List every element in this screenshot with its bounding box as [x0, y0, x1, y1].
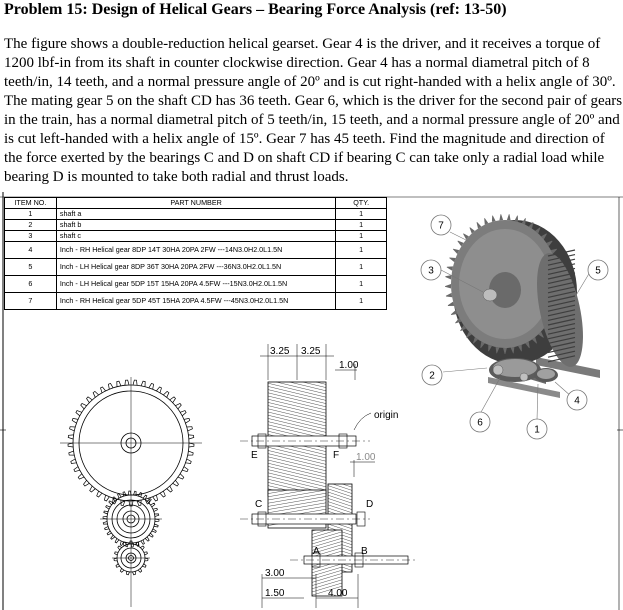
- balloon-label: 6: [477, 417, 483, 429]
- bom-item: 7: [5, 293, 57, 310]
- bom-row: [5, 293, 387, 310]
- bom-part: Inch - LH Helical gear 5DP 15T 15HA 20PA 4.5FW ---15N3.0H2.0L1.5N: [56, 276, 335, 293]
- bom-row: [5, 220, 387, 231]
- label-b: B: [361, 546, 368, 557]
- bom-header-part: PART NUMBER: [56, 198, 335, 209]
- balloon-label: 2: [429, 370, 435, 382]
- bom-item: 4: [5, 242, 57, 259]
- bom-qty: 1: [336, 259, 387, 276]
- balloon-label: 7: [438, 220, 444, 232]
- bom-part: shaft c: [56, 231, 335, 242]
- dim-bottom-ab: 3.00: [265, 568, 285, 579]
- bom-part: shaft b: [56, 220, 335, 231]
- bom-qty: 1: [336, 220, 387, 231]
- bom-header-row: [5, 198, 387, 209]
- bom-qty: 1: [336, 276, 387, 293]
- front-view-gears: [60, 377, 202, 607]
- dim-bottom-right: 4.00: [328, 588, 348, 599]
- label-a: A: [313, 546, 320, 557]
- dim-face-ef: 1.00: [339, 360, 359, 371]
- bom-item: 5: [5, 259, 57, 276]
- problem-title: Problem 15: Design of Helical Gears – Bearing Force Analysis (ref: 13-50): [4, 1, 507, 18]
- balloon-label: 1: [534, 424, 540, 436]
- dim-face-cd: 1.00: [356, 452, 376, 463]
- balloon-label: 3: [428, 265, 434, 277]
- bom-row: [5, 259, 387, 276]
- bill-of-materials: [4, 197, 387, 310]
- bom-header-item: ITEM NO.: [5, 198, 57, 209]
- isometric-view: [421, 214, 608, 439]
- bom-item: 1: [5, 209, 57, 220]
- balloon-label: 5: [595, 265, 601, 277]
- label-c: C: [255, 499, 263, 510]
- bom-part: Inch - RH Helical gear 8DP 14T 30HA 20PA 2FW ---14N3.0H2.0L1.5N: [56, 242, 335, 259]
- bom-row: [5, 231, 387, 242]
- bom-row: [5, 242, 387, 259]
- bom-part: Inch - RH Helical gear 5DP 45T 15HA 20PA 4.5FW ---45N3.0H2.0L1.5N: [56, 293, 335, 310]
- balloon-label: 4: [574, 395, 580, 407]
- label-e: E: [251, 450, 258, 461]
- bom-row: [5, 209, 387, 220]
- bom-item: 3: [5, 231, 57, 242]
- bom-qty: 1: [336, 231, 387, 242]
- dim-bottom-left: 1.50: [265, 588, 285, 599]
- bom-qty: 1: [336, 209, 387, 220]
- dim-top-right: 3.25: [301, 346, 321, 357]
- bom-part: Inch - LH Helical gear 8DP 36T 30HA 20PA 2FW ---36N3.0H2.0L1.5N: [56, 259, 335, 276]
- origin-label: origin: [374, 410, 399, 421]
- label-f: F: [333, 450, 340, 461]
- side-view: [240, 344, 415, 608]
- bom-part: shaft a: [56, 209, 335, 220]
- problem-statement: The figure shows a double-reduction helical gearset. Gear 4 is the driver, and it receives a torque of 1200 lbf-in from its shaft in counter clockwise direction. Gear 4 has a normal diametral pitch of 8 teeth/in, 14 teeth, and a normal pressure angle of 20º and is cut right-handed with a helix angle of 30º. The mating gear 5 on the shaft CD has 36 teeth. Gear 6, which is the driver for the second pair of gears in the train, has a normal diametral pitch of 5 teeth/in, 15 teeth, and a normal pressure angle of 20º and is cut left-handed with a helix angle of 15º. Gear 7 has 45 teeth. Find the magnitude and direction of the force exerted by the bearings C and D on shaft CD if bearing C can take only a radial load while bearing D is mounted to take both radial and thrust loads.: [4, 36, 623, 185]
- bom-qty: 1: [336, 242, 387, 259]
- bom-qty: 1: [336, 293, 387, 310]
- dim-top-left: 3.25: [270, 346, 290, 357]
- bom-item: 2: [5, 220, 57, 231]
- bom-header-qty: QTY.: [336, 198, 387, 209]
- bom-item: 6: [5, 276, 57, 293]
- bom-row: [5, 276, 387, 293]
- label-d: D: [366, 499, 374, 510]
